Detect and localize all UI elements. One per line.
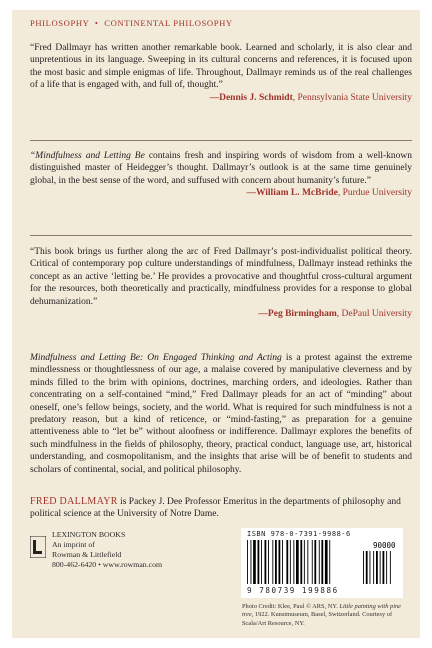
divider-1 [30,140,412,141]
blurb-3-name: —Peg Birmingham [258,309,337,320]
publisher-name: LEXINGTON BOOKS [52,530,126,539]
category-separator: • [94,18,99,28]
isbn-text: ISBN 978-0-7391-9988-6 [247,530,351,538]
category-primary: PHILOSOPHY [30,18,90,28]
barcode-number: 9 780739 199886 [247,586,339,595]
blurb-1 [30,42,412,104]
publisher-logo-icon [30,536,46,558]
book-description [30,352,412,476]
publisher-parent: Rowman & Littlefield [52,550,122,559]
category-secondary: CONTINENTAL PHILOSOPHY [104,18,233,28]
blurb-3-attribution [30,308,412,320]
blurb-1-attribution [30,92,412,104]
blurb-1-text: “Fred Dallmayr has written another remarkable book. Learned and scholarly, it is also clear and unpretentious in its language. Sweeping in its cultural concerns and references, it is focused upon the most basic and simple enigmas of life. Throughout, Dallmayr reminds us of the real challenges of a life that is engaged with, and full of, thought.” [30,43,412,91]
credit-prefix: Photo Credit: Klee, Paul © ARS, NY. [242,603,340,610]
book-title: Mindfulness and Letting Be: On Engaged Thinking and Acting [30,353,282,363]
blurb-2-text [30,150,412,187]
description-body: is a protest against the extreme mindlessness or thoughtlessness of our age, a malaise covered by manipulative cleverness and by minds filled to the brim with opinions, doctrines, marching orders, and ideologies. Rather than concentrating on a self-contained “mind,” Fred Dallmayr pleads for an act of “minding” about oneself, one’s fellow beings, society, and the world. What is required for such mindfulness is not a predatory reason, but a kind of reticence, or “mind-fasting,” as preparation for a genuine attentiveness able to “let be” without aloofness or indifference. Dallmayr explores the benefits of such mindfulness in the fields of philosophy, theory, practical conduct, language use, art, historical understanding, and cosmopolitanism, and the insights that arise will be of benefit to students and scholars of continental, social, and political philosophy. [30,353,412,475]
author-name: FRED DALLMAYR [30,496,118,507]
blurb-2-institution: , Purdue University [337,188,412,199]
blurb-2-attribution [30,187,412,199]
publisher-imprint-line: An imprint of [52,540,95,549]
blurb-2-book-title: “Mindfulness and Letting Be [30,151,145,161]
credit-artwork-title: Little painting with pine tree, [242,603,402,619]
barcode-box [241,528,403,598]
photo-credit [242,603,406,628]
price-code: 90000 [373,541,396,550]
blurb-3-text: “This book brings us further along the arc of Fred Dallmayr’s post-individualist political theory. Critical of contemporary pop culture understandings of mindfulness, Dallmayr instead rethinks the concept as an active ‘letting be.’ He provides a provocative and thoughtful cross-cultural argument for the resources, both theoretically and practically, mindfulness provides for a response to global dehumanization.” [30,247,412,307]
blurb-2-name: —William L. McBride [246,188,338,199]
category-label [30,18,412,28]
blurb-1-institution: , Pennsylvania State University [292,92,412,103]
author-bio [30,496,412,521]
blurb-3-institution: , DePaul University [336,309,412,320]
publisher-contact: 800-462-6420 • www.rowman.com [52,560,163,569]
blurb-2 [30,150,412,199]
barcode-icon [245,540,399,586]
blurb-1-name: —Dennis J. Schmidt [209,92,293,103]
credit-suffix: 1922. Kunstmuseum, Basel, Switzerland. Courtesy of Scala/Art Resource, NY. [242,611,393,627]
blurb-2-body: contains fresh and inspiring words of wisdom from a well-known distinguished master of Heidegger’s thought. Dallmayr’s outlook is at the same time genuinely global, in the best sense of the word, and suffused with concern about humanity’s future.” [30,151,412,186]
divider-2 [30,235,412,236]
author-bio-text: is Packey J. Dee Professor Emeritus in the departments of philosophy and political science at the University of Notre Dame. [30,497,401,520]
blurb-3 [30,246,412,320]
